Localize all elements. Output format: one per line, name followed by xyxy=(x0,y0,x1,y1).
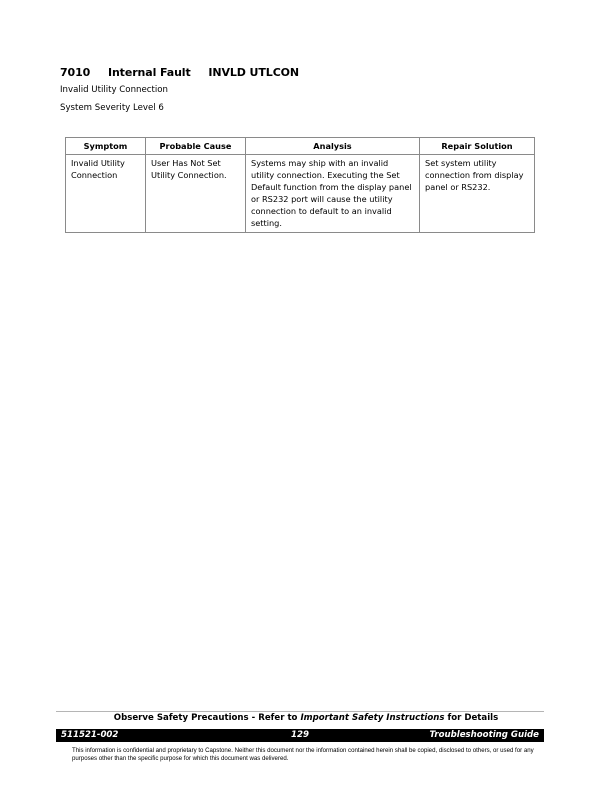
fault-type: Internal Fault xyxy=(107,66,191,79)
footer-divider xyxy=(56,711,544,712)
column-header-analysis: Analysis xyxy=(246,138,420,155)
footer-bar xyxy=(56,729,544,742)
column-header-symptom: Symptom xyxy=(66,138,146,155)
fault-description: Invalid Utility Connection xyxy=(60,85,168,95)
document-number: 511521-002 xyxy=(61,730,119,740)
column-header-solution: Repair Solution xyxy=(420,138,535,155)
column-header-cause: Probable Cause xyxy=(146,138,246,155)
table-header-row xyxy=(66,138,535,155)
fault-name: INVLD UTLCON xyxy=(208,66,300,79)
fault-table xyxy=(65,137,535,233)
page-number: 129 xyxy=(291,730,309,740)
safety-note-suffix: for Details xyxy=(444,713,499,723)
guide-title: Troubleshooting Guide xyxy=(429,730,539,740)
fault-code: 7010 xyxy=(60,66,91,79)
fault-heading xyxy=(60,66,313,79)
severity-level: System Severity Level 6 xyxy=(60,103,164,113)
safety-note-emphasis: Important Safety Instructions xyxy=(300,713,445,723)
table-row xyxy=(66,155,535,233)
confidentiality-disclaimer: This information is confidential and proprietary to Capstone. Neither this document nor the information contained herein shall be copied, disclosed to others, or used for any purposes other than the specific purpose for which this document was delivered. xyxy=(72,747,534,762)
symptom-cell: Invalid Utility Connection xyxy=(66,155,146,233)
solution-cell: Set system utility connection from display panel or RS232. xyxy=(420,155,535,233)
safety-note xyxy=(0,713,612,723)
cause-cell: User Has Not Set Utility Connection. xyxy=(146,155,246,233)
safety-note-prefix: Observe Safety Precautions - Refer to xyxy=(113,713,301,723)
analysis-cell: Systems may ship with an invalid utility connection. Executing the Set Default function from the display panel or RS232 port will cause the utility connection to default to an invalid setting. xyxy=(246,155,420,233)
